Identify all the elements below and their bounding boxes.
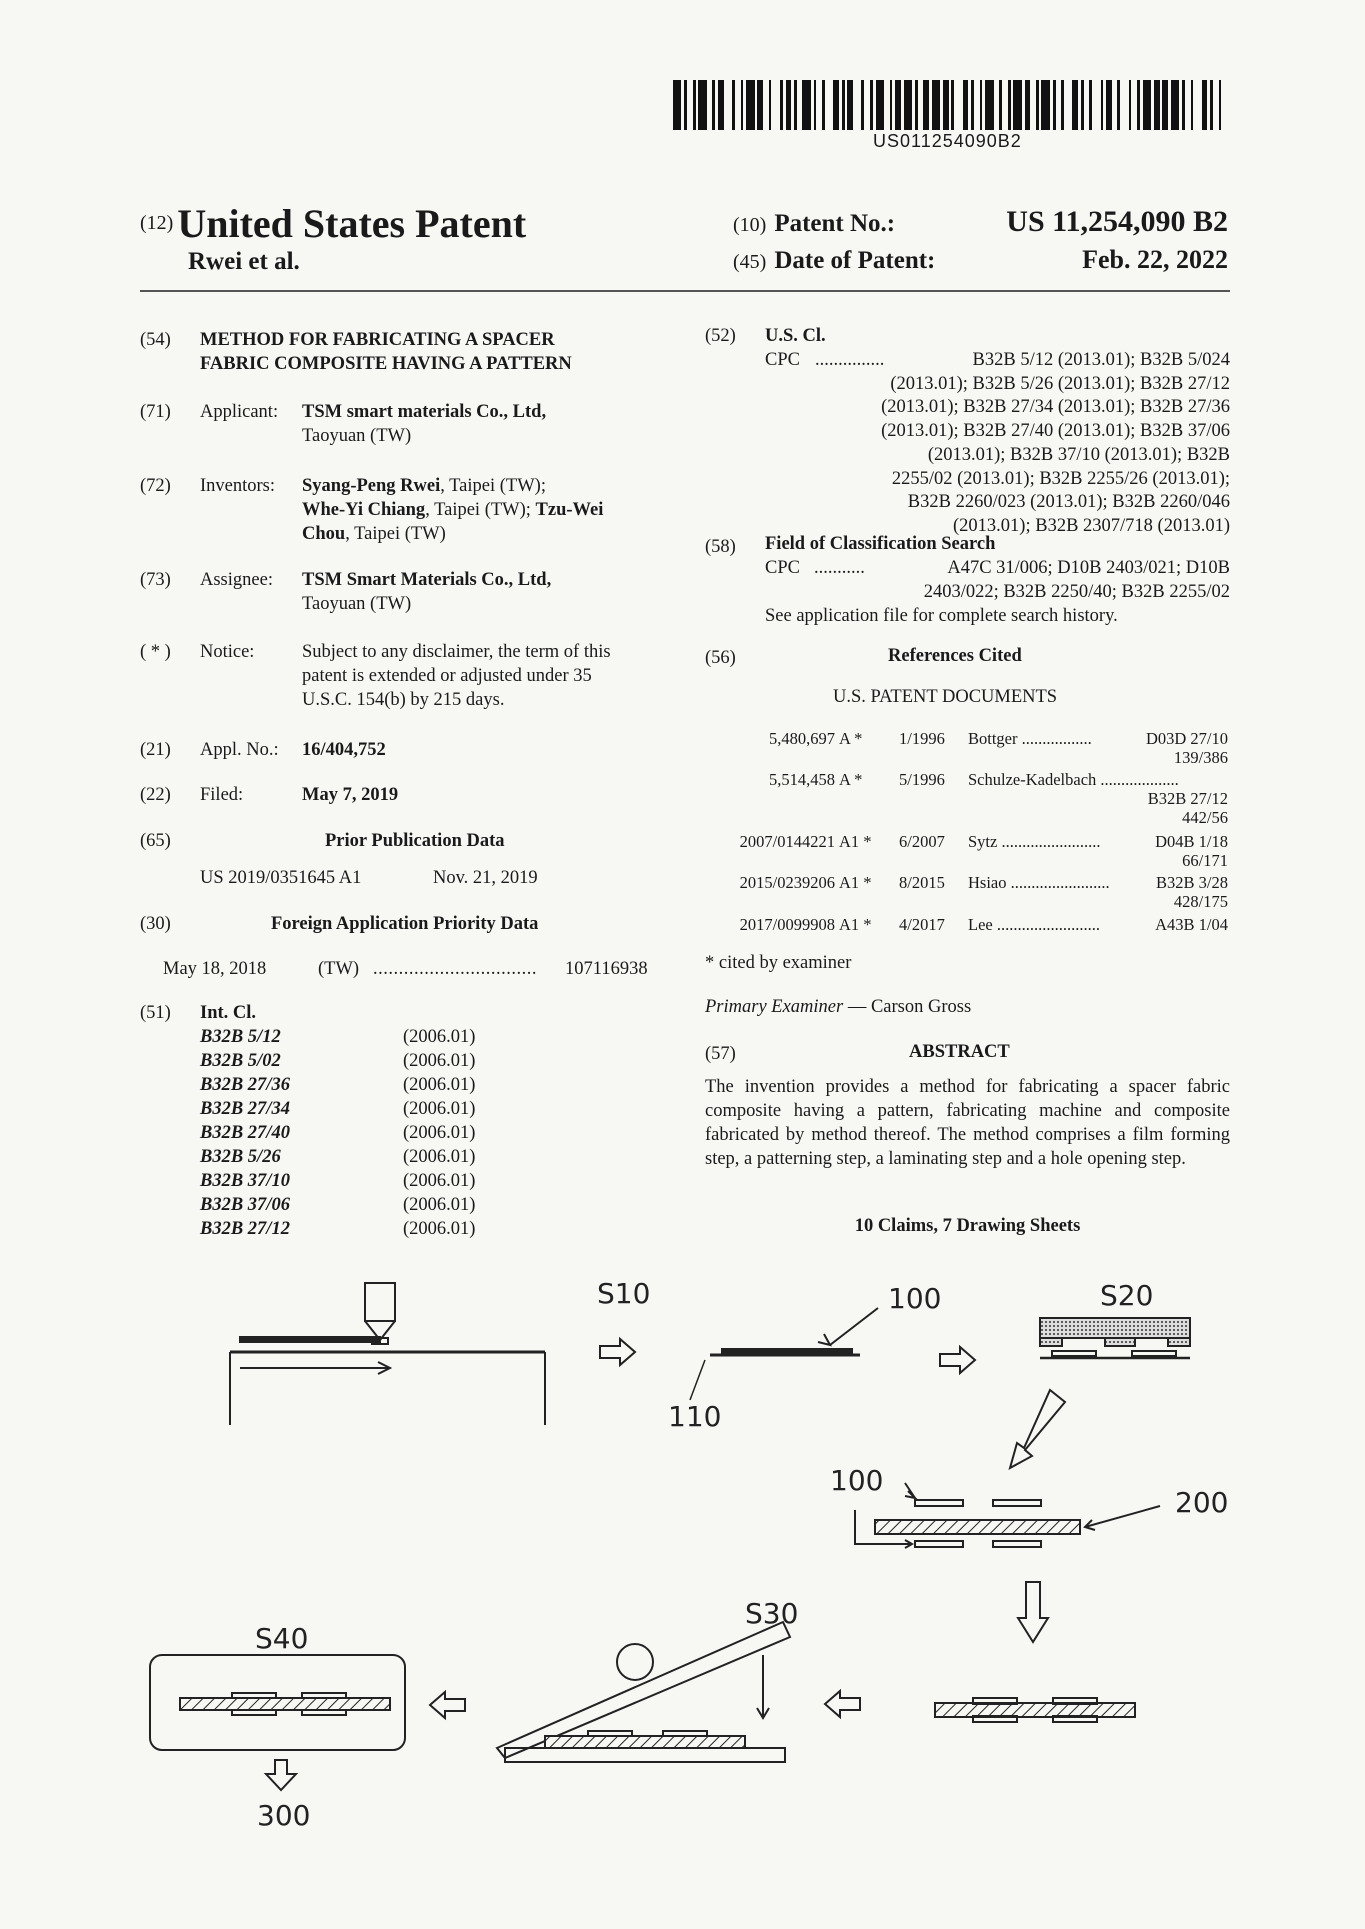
cpc-line: 2255/02 (2013.01); B32B 2255/26 (2013.01); — [891, 468, 1230, 489]
inventor-2-location: , Taipei (TW); — [425, 500, 536, 520]
int-cl-class: B32B 5/12 — [200, 1027, 281, 1047]
cpc-line: (2013.01); B32B 27/34 (2013.01); B32B 27/36 — [881, 397, 1230, 418]
authors: Rwei et al. — [188, 248, 300, 275]
inventor-3-location: , Taipei (TW) — [345, 524, 446, 544]
us-cl-label: U.S. Cl. — [765, 326, 826, 346]
appl-no-label: Appl. No.: — [200, 740, 279, 760]
inid-code-51: (51) — [140, 1003, 171, 1023]
ref-class: B32B 27/12 — [1147, 789, 1228, 808]
inid-code-30: (30) — [140, 914, 171, 934]
claims-summary: 10 Claims, 7 Drawing Sheets — [854, 1216, 1081, 1236]
appl-no: 16/404,752 — [302, 740, 386, 760]
foreign-priority-date: May 18, 2018 — [163, 959, 267, 979]
int-cl-row — [200, 1121, 523, 1145]
arrow-right-2-icon — [940, 1347, 975, 1373]
applicant-label: Applicant: — [200, 402, 279, 422]
inid-code-10: (10) — [733, 214, 767, 236]
barcode-bar — [1143, 80, 1151, 130]
invention-title — [200, 328, 572, 376]
int-cl-class: B32B 27/36 — [200, 1075, 290, 1095]
label-200: 200 — [1175, 1486, 1229, 1519]
cpc-classes — [765, 349, 1230, 539]
ref-date: 5/1996 — [899, 770, 945, 789]
inid-code-73: (73) — [140, 570, 171, 590]
barcode-bar — [1171, 80, 1179, 130]
abstract-text: The invention provides a method for fabricating a spacer fabric composite having a pattern, fabricating machine and composite fabricated by method thereof. The method comprises a film forming step, a patterning step, a laminating step and a hole opening step. — [705, 1077, 1230, 1169]
filed-label: Filed: — [200, 785, 244, 805]
film-forming-apparatus — [230, 1283, 545, 1425]
applicant-name: TSM smart materials Co., Ltd, — [302, 402, 547, 422]
ref-subclass: 139/386 — [1173, 748, 1228, 767]
ref-kind: A1 * — [839, 832, 872, 851]
barcode-bar — [746, 80, 754, 130]
field-cpc-line-1: A47C 31/006; D10B 2403/021; D10B — [947, 558, 1230, 578]
prior-publication-number: US 2019/0351645 A1 — [200, 868, 362, 888]
arrow-down-output-icon — [266, 1760, 296, 1790]
process-diagram — [0, 1270, 1365, 1830]
applicant-value — [302, 400, 662, 448]
cpc-line: B32B 2260/023 (2013.01); B32B 2260/046 — [907, 492, 1230, 513]
cpc-line: B32B 5/12 (2013.01); B32B 5/024 — [972, 350, 1230, 370]
foreign-priority-country: (TW) — [318, 959, 360, 979]
int-cl-row — [200, 1145, 523, 1169]
ref-date: 8/2015 — [899, 873, 945, 892]
cpc-line: (2013.01); B32B 2307/718 (2013.01) — [953, 515, 1230, 536]
ref-inventor: Bottger ................. — [968, 729, 1092, 748]
assignee-name: TSM Smart Materials Co., Ltd, — [302, 570, 552, 590]
barcode-bar — [1013, 80, 1021, 130]
barcode-bar — [1120, 80, 1128, 130]
inid-code-57: (57) — [705, 1044, 736, 1064]
foreign-priority-number: 107116938 — [565, 959, 648, 979]
notice-line-2: patent is extended or adjusted under 35 — [302, 666, 592, 686]
invention-title-line2: FABRIC COMPOSITE HAVING A PATTERN — [200, 354, 572, 374]
arrow-right-1-icon — [600, 1339, 635, 1365]
references-heading: References Cited — [888, 646, 1022, 666]
int-cl-version: (2006.01) — [403, 1099, 476, 1119]
label-s30: S30 — [745, 1597, 799, 1630]
inid-code-56: (56) — [705, 648, 736, 668]
cpc-line: (2013.01); B32B 5/26 (2013.01); B32B 27/12 — [890, 373, 1230, 394]
field-cpc-line-2: 2403/022; B32B 2250/40; B32B 2255/02 — [923, 582, 1230, 602]
ref-number: 2017/0099908 — [739, 915, 835, 934]
int-cl-class: B32B 27/40 — [200, 1123, 290, 1143]
field-search-note: See application file for complete search history. — [765, 605, 1118, 626]
date-label: Date of Patent: — [774, 247, 936, 274]
int-cl-version: (2006.01) — [403, 1123, 476, 1143]
ref-number: 2015/0239206 — [739, 873, 835, 892]
arrow-left-1-icon — [825, 1691, 860, 1717]
ref-subclass: 428/175 — [1173, 892, 1228, 911]
inid-code-21: (21) — [140, 740, 171, 760]
arrow-down-icon — [1018, 1582, 1048, 1642]
ref-number: 2007/0144221 — [739, 832, 835, 851]
inid-code-71: (71) — [140, 402, 171, 422]
barcode-bar — [1041, 80, 1049, 130]
int-cl-row — [200, 1049, 523, 1073]
label-300: 300 — [257, 1799, 311, 1830]
int-cl-version: (2006.01) — [403, 1075, 476, 1095]
inventors-label: Inventors: — [200, 476, 276, 496]
notice-line-3: U.S.C. 154(b) by 215 days. — [302, 690, 505, 710]
int-cl-row — [200, 1025, 523, 1049]
inventor-2-name: Whe-Yi Chiang — [302, 500, 426, 520]
barcode-bar — [1193, 80, 1201, 130]
int-cl-version: (2006.01) — [403, 1051, 476, 1071]
field-cpc-label: CPC — [765, 558, 800, 578]
label-s20: S20 — [1100, 1279, 1154, 1312]
barcode-bar — [698, 80, 706, 130]
examiner-block — [705, 996, 1230, 1020]
ref-kind: A1 * — [839, 915, 872, 934]
references-subheading: U.S. PATENT DOCUMENTS — [833, 687, 1058, 707]
inventor-3-name-part1: Tzu-Wei — [535, 500, 604, 520]
laminating-apparatus — [497, 1622, 790, 1762]
inid-code-45: (45) — [733, 251, 767, 273]
notice-label: Notice: — [200, 642, 255, 662]
cited-by-examiner-note: * cited by examiner — [705, 953, 852, 973]
int-cl-label: Int. Cl. — [200, 1003, 257, 1023]
foreign-priority-heading: Foreign Application Priority Data — [271, 914, 539, 934]
int-cl-class: B32B 27/34 — [200, 1099, 290, 1119]
ref-kind: A1 * — [839, 873, 872, 892]
ref-kind: A * — [839, 770, 863, 789]
barcode-bar — [932, 80, 940, 130]
label-100-assembly: 100 — [830, 1464, 884, 1497]
ref-date: 6/2007 — [899, 832, 945, 851]
filed-date: May 7, 2019 — [302, 785, 399, 805]
inid-code-54: (54) — [140, 330, 171, 350]
ref-inventor: Lee ......................... — [968, 915, 1100, 934]
cpc-leader: ............... — [815, 350, 885, 370]
prior-publication-heading: Prior Publication Data — [325, 831, 505, 851]
int-cl-class: B32B 5/26 — [200, 1147, 281, 1167]
patterned-film-100 — [690, 1308, 878, 1400]
barcode-bar — [802, 80, 810, 130]
int-cl-version: (2006.01) — [403, 1195, 476, 1215]
int-cl-list — [200, 1025, 523, 1241]
label-s40: S40 — [255, 1622, 309, 1655]
hole-opening-apparatus — [150, 1655, 405, 1750]
barcode-bar — [771, 80, 779, 130]
abstract-heading: ABSTRACT — [909, 1042, 1010, 1062]
label-s10: S10 — [597, 1277, 651, 1310]
notice-line-1: Subject to any disclaimer, the term of this — [302, 642, 611, 662]
ref-subclass: 442/56 — [1182, 808, 1228, 827]
ref-subclass: 66/171 — [1182, 851, 1228, 870]
laminated-piece — [935, 1698, 1135, 1722]
int-cl-version: (2006.01) — [403, 1027, 476, 1047]
barcode — [673, 80, 1230, 130]
applicant-location: Taoyuan (TW) — [302, 426, 412, 446]
barcode-bar — [876, 80, 884, 130]
examiner-name: — Carson Gross — [843, 997, 972, 1017]
inid-code-65: (65) — [140, 831, 171, 851]
ref-inventor: Schulze-Kadelbach ................... — [968, 770, 1179, 789]
patent-no-label: Patent No.: — [774, 210, 896, 237]
int-cl-class: B32B 27/12 — [200, 1219, 290, 1239]
inventor-1-location: , Taipei (TW); — [440, 476, 546, 496]
int-cl-row — [200, 1193, 523, 1217]
ref-date: 1/1996 — [899, 729, 945, 748]
barcode-bar — [853, 80, 861, 130]
int-cl-class: B32B 37/06 — [200, 1195, 290, 1215]
patent-title: United States Patent — [177, 201, 527, 246]
field-of-search-label: Field of Classification Search — [765, 534, 996, 554]
cited-note-block — [705, 952, 1230, 976]
inventors-value — [302, 474, 662, 546]
inid-code-58: (58) — [705, 537, 736, 557]
field-cpc-leader: ........... — [814, 558, 865, 578]
int-cl-row — [200, 1097, 523, 1121]
inid-code-12: (12) — [140, 212, 174, 234]
foreign-priority-leader: ................................ — [373, 959, 537, 979]
inventor-1-name: Syang-Peng Rwei — [302, 476, 441, 496]
cpc-line: (2013.01); B32B 37/10 (2013.01); B32B — [927, 444, 1230, 465]
assignee-location: Taoyuan (TW) — [302, 594, 412, 614]
barcode-bar — [954, 80, 962, 130]
patterning-apparatus — [1040, 1318, 1190, 1358]
patent-date: Feb. 22, 2022 — [1082, 245, 1228, 274]
barcode-bar — [1064, 80, 1072, 130]
prior-publication-date: Nov. 21, 2019 — [433, 868, 538, 888]
patent-number: US 11,254,090 B2 — [1006, 205, 1228, 238]
ref-inventor: Sytz ........................ — [968, 832, 1101, 851]
barcode-number: US011254090B2 — [873, 131, 1022, 151]
ref-inventor: Hsiao ........................ — [968, 873, 1110, 892]
ref-class: A43B 1/04 — [1155, 915, 1228, 934]
inid-code-notice: ( * ) — [140, 642, 171, 662]
inid-code-72: (72) — [140, 476, 171, 496]
int-cl-row — [200, 1217, 523, 1241]
barcode-bar — [1221, 80, 1229, 130]
int-cl-version: (2006.01) — [403, 1219, 476, 1239]
ref-class: D03D 27/10 — [1145, 729, 1228, 748]
invention-title-line1: METHOD FOR FABRICATING A SPACER — [200, 330, 555, 350]
arrow-diagonal-icon — [1010, 1390, 1065, 1468]
barcode-bar — [724, 80, 732, 130]
arrow-left-2-icon — [430, 1692, 465, 1718]
barcode-bar — [904, 80, 912, 130]
field-of-search-body — [765, 557, 1230, 628]
int-cl-row — [200, 1073, 523, 1097]
header-divider — [140, 290, 1230, 292]
ref-number: 5,514,458 — [769, 770, 835, 789]
inid-code-22: (22) — [140, 785, 171, 805]
inid-code-52: (52) — [705, 326, 736, 346]
barcode-bar — [673, 80, 681, 130]
cpc-label: CPC — [765, 350, 800, 370]
barcode-bar — [1092, 80, 1100, 130]
inventor-3-name-part2: Chou — [302, 524, 346, 544]
int-cl-class: B32B 5/02 — [200, 1051, 281, 1071]
cpc-line: (2013.01); B32B 27/40 (2013.01); B32B 37/06 — [881, 421, 1230, 442]
int-cl-row — [200, 1169, 523, 1193]
patent-date-row — [733, 245, 1228, 275]
int-cl-version: (2006.01) — [403, 1147, 476, 1167]
assignee-value — [302, 568, 662, 616]
ref-number: 5,480,697 — [769, 729, 835, 748]
label-100-top: 100 — [888, 1282, 942, 1315]
barcode-bar — [985, 80, 993, 130]
label-110: 110 — [668, 1400, 722, 1433]
barcode-bar — [825, 80, 833, 130]
examiner-label: Primary Examiner — [705, 997, 844, 1017]
notice-text — [302, 640, 664, 712]
patent-number-row — [733, 205, 1228, 239]
ref-class: B32B 3/28 — [1156, 873, 1228, 892]
assignee-label: Assignee: — [200, 570, 273, 590]
int-cl-class: B32B 37/10 — [200, 1171, 290, 1191]
ref-class: D04B 1/18 — [1155, 832, 1228, 851]
patent-title-block — [140, 200, 526, 247]
int-cl-version: (2006.01) — [403, 1171, 476, 1191]
ref-kind: A * — [839, 729, 863, 748]
layered-assembly — [855, 1483, 1160, 1548]
ref-date: 4/2017 — [899, 915, 945, 934]
